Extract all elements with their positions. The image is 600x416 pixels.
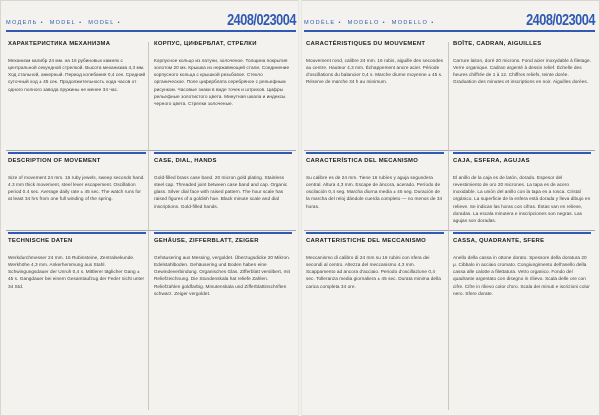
- section-title: CAJA, ESFERA, AGUJAS: [453, 158, 530, 164]
- section-text: Gold-filled brass case band. 20 micron gold plating. Stainless steel cap. Threaded joint between case band and cap. Organic glass. Silver dial face with raised pattern. The hour scale has raised figures of a goldish hue. Black minute scale and dial inscriptions. Gold-filled hands.: [154, 175, 288, 209]
- section-it-case: [453, 232, 591, 297]
- section-title: GEHÄUSE, ZIFFERBLATT, ZEIGER: [154, 238, 259, 244]
- section-title: CASE, DIAL, HANDS: [154, 158, 217, 164]
- section-title: TECHNISCHE DATEN: [8, 238, 73, 244]
- section-ru-case: [154, 41, 292, 107]
- section-de-case: [154, 232, 292, 297]
- section-text: Gehäusering aus Messing, vergoldet. Überzugsdicke 20 Mikron. Edelstahlboden. Gehäusering und Boden haben eine Gewindeverbindung. Organisches Glas. Zifferblatt versilbert, mit Reliefzeichnung. Die Stundenskala hat reliefe Zahlen. Reliefzahlen goldfarbig. Minutenskala und Zifferblattinschriften schwarz. Zeiger vergoldet.: [154, 255, 291, 296]
- header-word: MODÈLE: [304, 20, 336, 26]
- header-right-rule: [304, 30, 595, 32]
- section-it-movement: [306, 232, 444, 290]
- section-divider: [6, 150, 296, 151]
- section-es-movement: [306, 152, 444, 210]
- section-rule: [154, 232, 292, 234]
- section-title: CARACTERÍSTICA DEL MECANISMO: [306, 158, 419, 164]
- section-en-movement: [8, 152, 146, 203]
- section-title: CARATTERISTICHE DEL MECCANISMO: [306, 238, 427, 244]
- header-word: MODEL: [88, 20, 115, 26]
- section-fr-case: [453, 41, 591, 86]
- section-title: BOÎTE, CADRAN, AIGUILLES: [453, 41, 542, 47]
- section-de-movement: [8, 232, 146, 290]
- section-text: El anillo de la caja es de latón, dorado. Espesor del revestimiento de oro 20 micrones. La tapa es de acero inoxidable. La unión del anillo con la tapa es a rosca. Cristal orgánico. La superficie de la esfera está dorada y lleva dibujo en relieve. Se indican las horas con cifras. Éstas van en relieve, doradas. La escala minutera e inscripciones son negras. Las agujas son doradas.: [453, 175, 591, 223]
- header-left-words: МОДЕЛЬ • MODEL • MODEL •: [6, 20, 121, 26]
- section-divider: [304, 230, 595, 231]
- section-text: Mouvement rond, calibre 24 mm. 16 rubis, aiguille des secondes au centre. Hauteur 4,3 mm. Échappement ancre acier. Période d'oscillations du balancier 0,4 s. Marche diurne moyenne ± 45 s. Réserve de marche 34 h au minimum.: [306, 58, 444, 85]
- column-separator: [148, 42, 149, 410]
- header-right-words: MODÈLE • MODELO • MODELLO •: [304, 20, 435, 26]
- section-title: CARACTÉRISTIQUES DU MOUVEMENT: [306, 41, 426, 47]
- section-en-case: [154, 152, 292, 210]
- section-rule: [306, 232, 444, 234]
- header-right-model-number: 2408/023004: [524, 12, 595, 30]
- section-rule: [154, 152, 292, 154]
- section-title: КОРПУС, ЦИФЕРБЛАТ, СТРЕЛКИ: [154, 41, 257, 47]
- section-title: ХАРАКТЕРИСТИКА МЕХАНИЗМА: [8, 41, 111, 47]
- section-rule: [453, 232, 591, 234]
- header-left: [6, 13, 296, 35]
- section-rule: [453, 152, 591, 154]
- header-right: [304, 13, 595, 35]
- section-text: Carrure laiton, doré 20 microns. Fond acier inoxydable à filetage. Verre organique. Cadran argenté à dessin relief. Échelle des heures chiffrée de 1 à 12. Chiffres reliefs, teinte dorée. Graduation des minutes et inscriptions en noir. Aiguilles dorées.: [453, 58, 592, 85]
- section-text: Size of movement 24 mm. 16 ruby jewels, sweep seconds hand. 4.3 mm thick movement, steel lever escapement. Oscillation period 0.4 sec. Average daily rate ± 45 sec. The watch runs for at least 34 hrs from one full winding of the spring.: [8, 175, 145, 202]
- column-separator: [448, 42, 449, 410]
- section-fr-movement: [306, 41, 444, 86]
- section-text: Su calibre es de 24 mm. Tiene 16 rubíes y aguja segundera central. Altura 4,3 mm. Escape de áncora, acerado. Período de oscilación 0,4 seg. Marcha diurna media ± 45 seg. Duración de la marcha del reloj dándole cuerda completo — no menos de 34 horas.: [306, 175, 443, 209]
- page-fold: [298, 0, 302, 416]
- header-word: MODEL: [49, 20, 77, 26]
- section-text: Корпусное кольцо из латуни, золоченое. Толщина покрытия золотом 20 мк. Крышка из нержавеющей стали. Соединение корпусного кольца с крышкой резьбовое. Стекло органическое. Поле циферблата серебряное с рельефным рисунком. Часовые знаки в виде точек и штрихов. Цифры рельефные золотистого цвета. Минутная шкала и индексы черного цвета. Стрелки золоченые.: [154, 58, 290, 106]
- section-divider: [6, 230, 296, 231]
- section-divider: [304, 150, 595, 151]
- header-left-model-number: 2408/023004: [225, 12, 296, 30]
- header-left-rule: [6, 30, 296, 32]
- header-word: MODELO: [347, 20, 380, 26]
- header-word: МОДЕЛЬ: [6, 20, 38, 26]
- section-es-case: [453, 152, 591, 224]
- section-rule: [8, 232, 146, 234]
- section-rule: [8, 152, 146, 154]
- section-title: DESCRIPTION OF MOVEMENT: [8, 158, 101, 164]
- header-word: MODELLO: [391, 20, 429, 26]
- section-text: Werkdurchmesser 24 mm. 16 Rubinsteine, Zentralsekunde. Werkhöhe 4,3 mm. Ankerhemmung aus Stahl. Schwingungsdauer der Unruh 0,4 s. Mittlerer täglicher Gang ± 45 s. Gangdauer bei einem Gesamtaufzug der Feder nicht unter 34 Std.: [8, 255, 145, 289]
- section-title: CASSA, QUADRANTE, SFERE: [453, 238, 545, 244]
- section-ru-movement: [8, 41, 146, 93]
- section-text: Meccanismo di calibro di 24 mm su 16 rubini con sfera dei secondi al centro. Altezza del meccanismo 4,3 mm. Scappamento ad ancora d'acciaio. Periodo d'oscillazione 0,4 sec. Tolleranza media giornaliera ± 45 sec. Durata minima della carica completa 34 ore.: [306, 255, 441, 289]
- section-rule: [306, 152, 444, 154]
- section-text: Anello della cassa in ottone dorato. Spessore della doratura 20 μ. Cibbalo in acciaio cromato. Congiungimento dell'anello della cassa alle calotte a filettatura. Vetro organico. Fondo del quadrante argentato con disegno in rilievo. Scala delle ore con cifre. Cifre in rilievo color d'oro. Scala dei minuti e iscrizioni color nero. Sfere dorate.: [453, 255, 590, 296]
- section-text: Механизм калибр 24 мм. на 16 рубиновых камнях с центральной секундной стрелкой. Высота механизма 4,3 мм. Ход стальной, анкерный. Период колебания 0,4 сек. Средний суточный ход ± 45 сек. Продолжительность хода часов от одного полного завода пружины не менее 34 час.: [8, 58, 146, 92]
